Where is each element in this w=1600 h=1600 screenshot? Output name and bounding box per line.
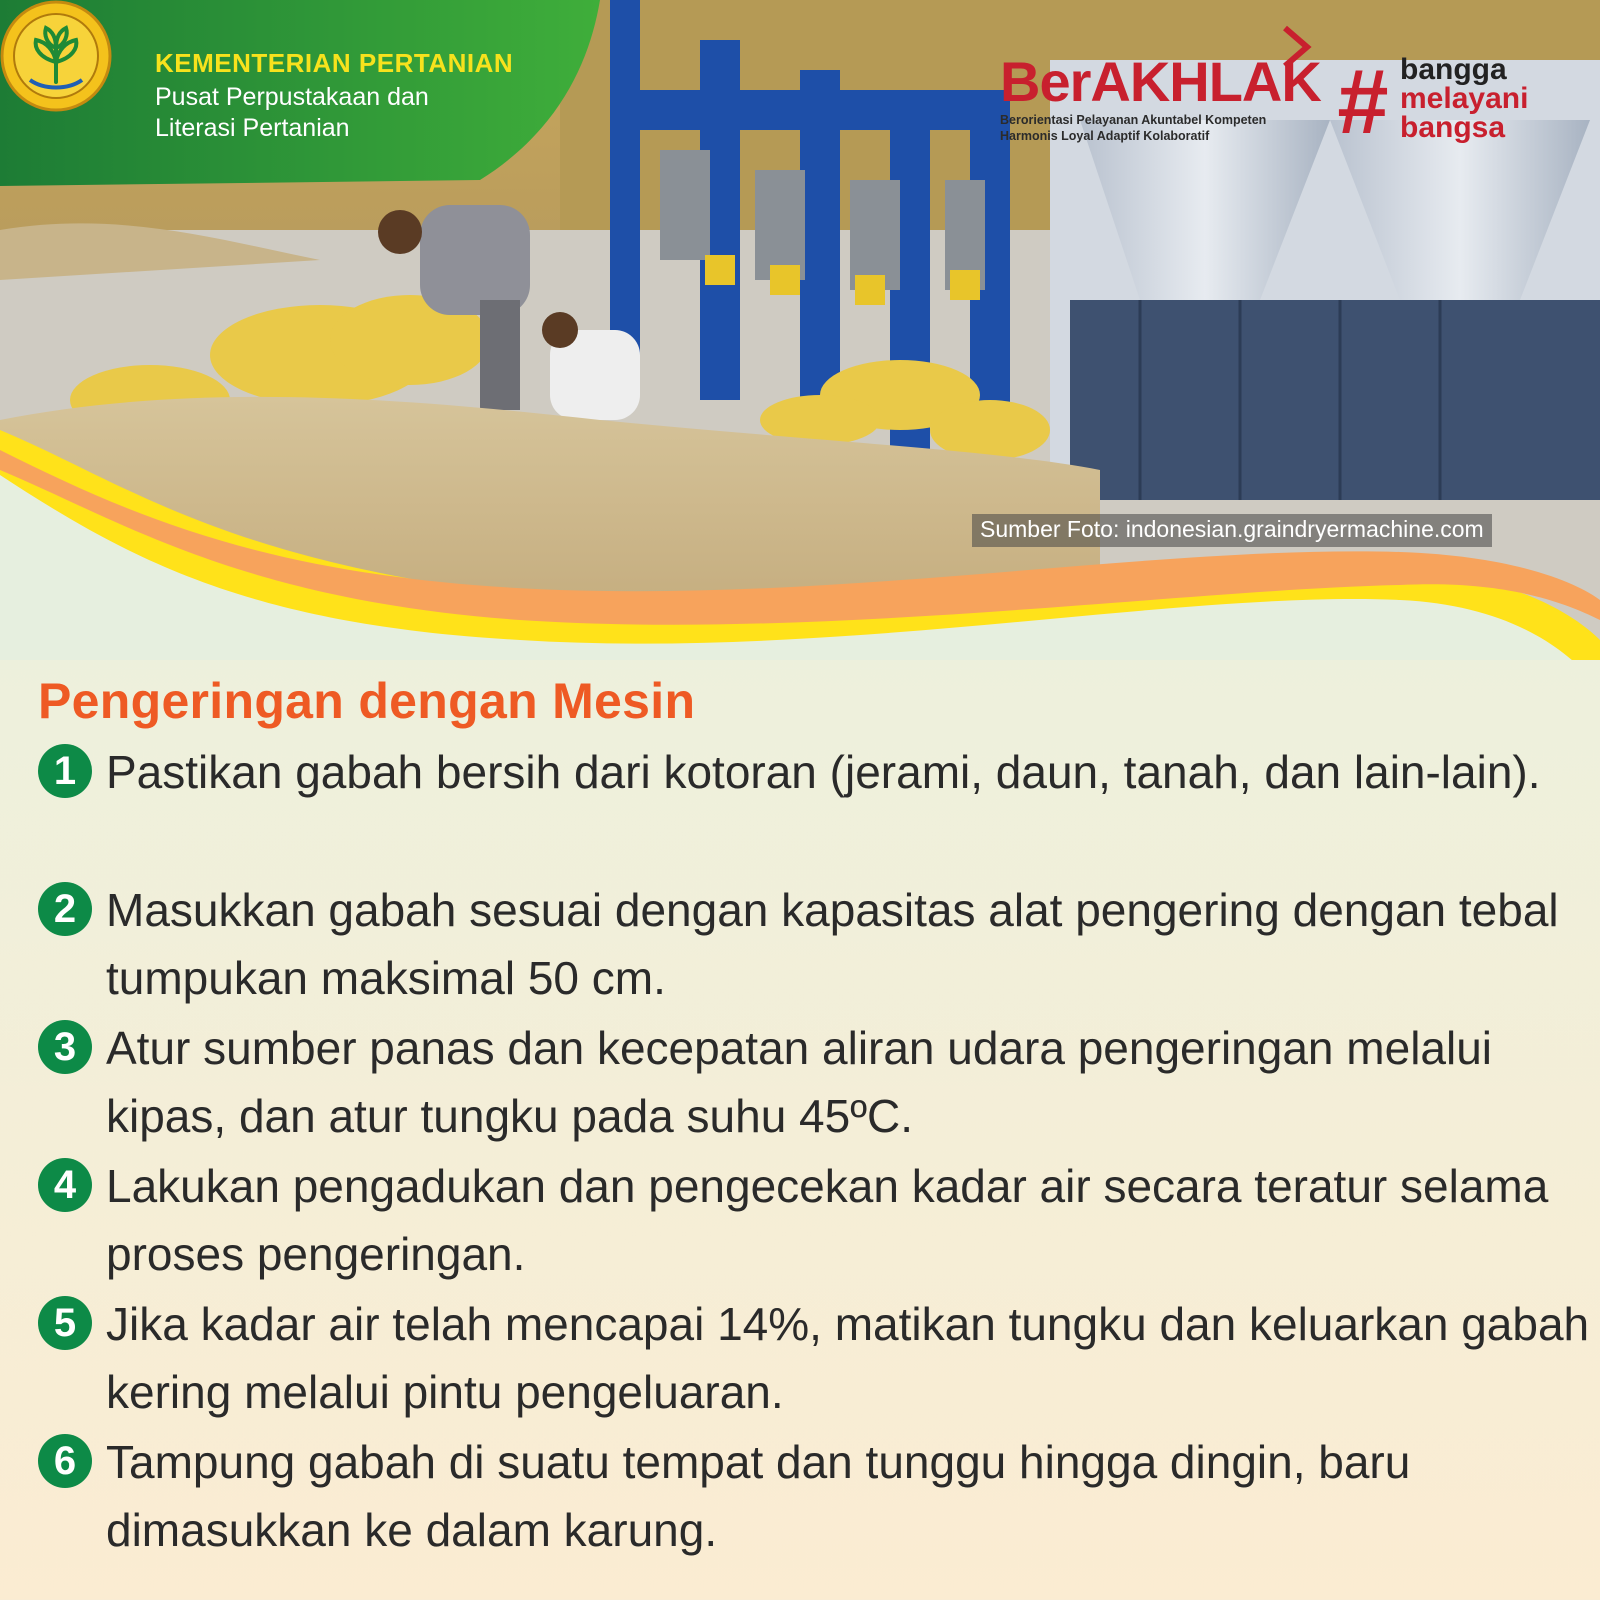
steps-list [36,738,1590,1566]
ministry-unit: Pusat Perpustakaan dan Literasi Pertanian [155,83,429,142]
chevron-right-icon [1277,22,1317,72]
slogan-line2: melayani [1400,82,1529,115]
hash-icon: # [1336,51,1388,153]
berakhlak-tagline-line2: Harmonis Loyal Adaptif Kolaboratif [1000,129,1210,143]
berakhlak-tagline-line1: Berorientasi Pelayanan Akuntabel Kompeten [1000,113,1267,127]
step-number-badge: 4 [38,1158,92,1212]
step-number-badge: 6 [38,1434,92,1488]
ministry-banner [0,0,600,186]
slogan-text [1400,55,1528,142]
berakhlak-word: BerAKHLAK [1000,50,1321,113]
photo-credit: Sumber Foto: indonesian.graindryermachine.com [972,514,1492,547]
section-title: Pengeringan dengan Mesin [38,673,696,729]
ministry-text [155,48,515,144]
ministry-name: KEMENTERIAN PERTANIAN [155,48,514,78]
step-text: Jika kadar air telah mencapai 14%, matikan tungku dan keluarkan gabah kering melalui pintu pengeluaran. [106,1298,1590,1418]
list-item [36,1152,1576,1290]
list-item [36,738,1576,876]
step-text: Lakukan pengadukan dan pengecekan kadar air secara teratur selama proses pengeringan. [106,1160,1549,1280]
slogan-line3: bangsa [1400,111,1506,144]
list-item [36,1290,1590,1428]
list-item [36,1014,1576,1152]
list-item [36,876,1576,1014]
slogan-line1: bangga [1400,53,1507,86]
step-text: Pastikan gabah bersih dari kotoran (jerami, daun, tanah, dan lain-lain). [106,746,1541,798]
step-text: Masukkan gabah sesuai dengan kapasitas alat pengering dengan tebal tumpukan maksimal 50 cm. [106,884,1559,1004]
step-text: Atur sumber panas dan kecepatan aliran udara pengeringan melalui kipas, dan atur tungku pada suhu 45ºC. [106,1022,1493,1142]
step-text: Tampung gabah di suatu tempat dan tunggu hingga dingin, baru dimasukkan ke dalam karung. [106,1436,1411,1556]
step-number-badge: 1 [38,744,92,798]
bangga-melayani-bangsa-logo [1336,51,1556,155]
berakhlak-tagline [1000,112,1330,144]
list-item [36,1428,1576,1566]
berakhlak-logo [1000,50,1320,150]
step-number-badge: 2 [38,882,92,936]
plant-seal-icon [0,0,112,112]
step-number-badge: 3 [38,1020,92,1074]
step-number-badge: 5 [38,1296,92,1350]
